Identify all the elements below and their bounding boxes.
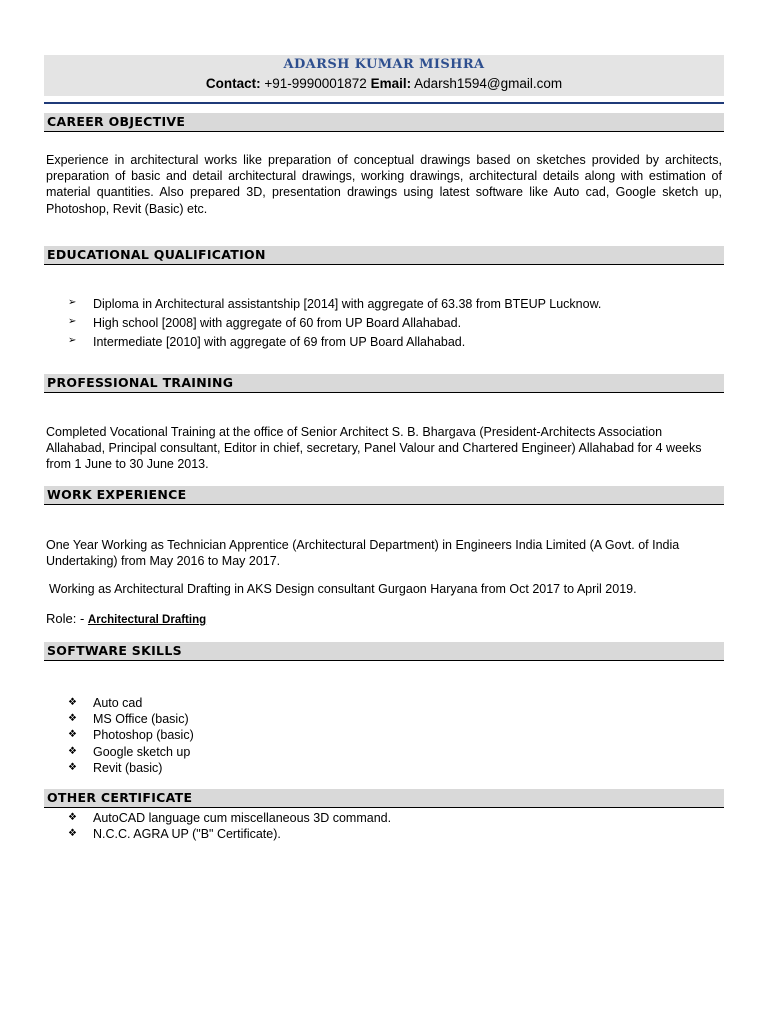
diamond-bullet-icon: ❖ bbox=[68, 812, 77, 823]
candidate-name: ADARSH KUMAR MISHRA bbox=[283, 57, 485, 72]
work-experience-text-2: Working as Architectural Drafting in AKS Design consultant Gurgaon Haryana from Oct 2017 to April 2019. bbox=[49, 582, 637, 596]
list-item bbox=[68, 760, 194, 776]
diamond-bullet-icon: ❖ bbox=[68, 828, 77, 840]
arrow-bullet-icon: ➢ bbox=[68, 316, 77, 327]
list-item bbox=[68, 826, 391, 842]
contact-line bbox=[44, 76, 724, 91]
skill-item: Auto cad bbox=[93, 696, 143, 710]
certificate-list bbox=[68, 810, 391, 842]
education-item: Intermediate [2010] with aggregate of 69 from UP Board Allahabad. bbox=[93, 335, 466, 349]
work-experience-text-1: One Year Working as Technician Apprentice (Architectural Department) in Engineers India Limited (A Govt. of India Undertaking) from May 2016 to May 2017. bbox=[46, 538, 680, 569]
list-item bbox=[68, 727, 194, 743]
training-heading: PROFESSIONAL TRAINING bbox=[44, 374, 724, 393]
diamond-bullet-icon: ❖ bbox=[68, 697, 77, 708]
arrow-bullet-icon: ➢ bbox=[68, 297, 77, 308]
list-item bbox=[68, 316, 601, 330]
education-heading: EDUCATIONAL QUALIFICATION bbox=[44, 246, 724, 265]
list-item bbox=[68, 810, 391, 826]
email-label: Email: bbox=[370, 76, 412, 91]
diamond-bullet-icon: ❖ bbox=[68, 745, 77, 757]
diamond-bullet-icon: ❖ bbox=[68, 713, 77, 725]
software-skills-list bbox=[68, 695, 194, 776]
diamond-bullet-icon: ❖ bbox=[68, 729, 77, 741]
certificate-item: AutoCAD language cum miscellaneous 3D command. bbox=[93, 811, 392, 825]
contact-label: Contact: bbox=[205, 76, 261, 91]
list-item bbox=[68, 695, 194, 711]
phone-number: +91-9990001872 bbox=[264, 76, 367, 91]
skill-item: MS Office (basic) bbox=[93, 712, 189, 727]
career-objective-text: Experience in architectural works like preparation of conceptual drawings based on sketches provided by architects, preparation of basic and detail architectural drawings, working drawings, architectural details along with estimation of material quantities. Also prepared 3D, presentation drawings using latest software like Auto cad, Google sketch up, Photoshop, Revit (Basic) etc. bbox=[46, 153, 722, 216]
other-certificate-heading: OTHER CERTIFICATE bbox=[44, 789, 724, 808]
education-list bbox=[68, 297, 601, 349]
arrow-bullet-icon: ➢ bbox=[68, 335, 77, 346]
education-item: High school [2008] with aggregate of 60 from UP Board Allahabad. bbox=[93, 316, 462, 330]
skill-item: Revit (basic) bbox=[93, 760, 163, 775]
skill-item: Photoshop (basic) bbox=[93, 728, 194, 743]
list-item bbox=[68, 711, 194, 727]
resume-header bbox=[44, 55, 724, 96]
header-divider bbox=[44, 102, 724, 104]
list-item bbox=[68, 335, 601, 349]
role-value: Architectural Drafting bbox=[87, 614, 207, 626]
career-objective-heading: CAREER OBJECTIVE bbox=[44, 113, 724, 132]
role-line bbox=[46, 611, 206, 626]
work-experience-heading: WORK EXPERIENCE bbox=[44, 486, 724, 505]
skill-item: Google sketch up bbox=[93, 744, 191, 759]
software-skills-heading: SOFTWARE SKILLS bbox=[44, 642, 724, 661]
list-item bbox=[68, 744, 194, 760]
training-text: Completed Vocational Training at the office of Senior Architect S. B. Bhargava (President-Architects Association Allahabad, Principal consultant, Editor in chief, secretary, Panel Valour and Chartered Engineer) Allahabad for 4 weeks from 1 June to 30 June 2013. bbox=[46, 425, 702, 472]
diamond-bullet-icon: ❖ bbox=[68, 761, 77, 773]
role-label: Role: - bbox=[46, 611, 85, 626]
list-item bbox=[68, 297, 601, 311]
certificate-item: N.C.C. AGRA UP ("B" Certificate). bbox=[93, 827, 281, 842]
education-item: Diploma in Architectural assistantship [2014] with aggregate of 63.38 from BTEUP Lucknow. bbox=[93, 297, 602, 311]
email-address: Adarsh1594@gmail.com bbox=[414, 76, 563, 91]
